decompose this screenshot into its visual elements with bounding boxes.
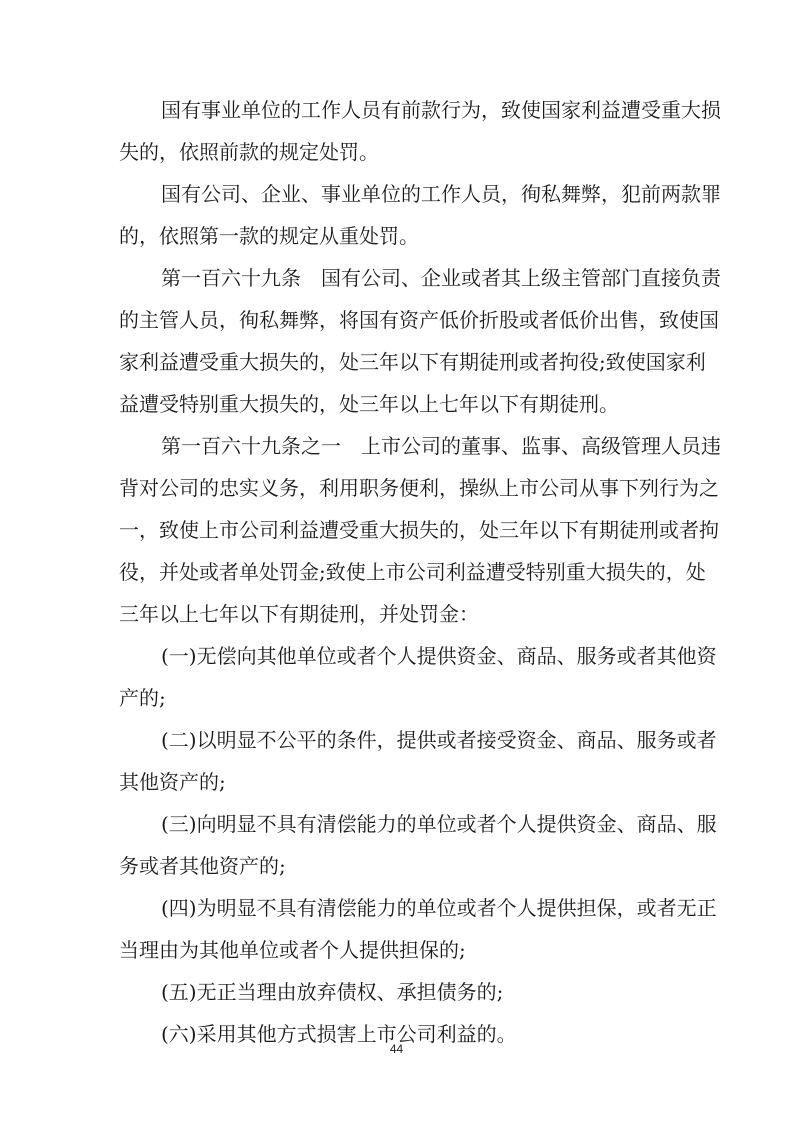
text-line: 失的，依照前款的规定处罚。 — [119, 140, 379, 164]
text-line: 第一百六十九条之一 上市公司的董事、监事、高级管理人员违 — [161, 434, 721, 458]
text-line: 国有事业单位的工作人员有前款行为，致使国家利益遭受重大损 — [161, 98, 721, 122]
text-line: (四)为明显不具有清偿能力的单位或者个人提供担保，或者无正 — [161, 896, 717, 920]
text-line: 其他资产的; — [119, 770, 226, 794]
text-line: (一)无偿向其他单位或者个人提供资金、商品、服务或者其他资 — [161, 644, 717, 668]
text-line: 国有公司、企业、事业单位的工作人员，徇私舞弊，犯前两款罪 — [161, 182, 721, 206]
text-line: (六)采用其他方式损害上市公司利益的。 — [161, 1022, 517, 1046]
text-line: 产的; — [119, 686, 166, 710]
text-line: (五)无正当理由放弃债权、承担债务的; — [161, 980, 504, 1004]
text-line: 役，并处或者单处罚金;致使上市公司利益遭受特别重大损失的，处 — [119, 560, 706, 584]
text-line: 第一百六十九条 国有公司、企业或者其上级主管部门直接负责 — [161, 266, 721, 290]
text-line: 三年以上七年以下有期徒刑，并处罚金： — [119, 602, 479, 626]
page-number: 44 — [389, 1042, 404, 1056]
text-line: (二)以明显不公平的条件，提供或者接受资金、商品、服务或者 — [161, 728, 717, 752]
text-line: 务或者其他资产的; — [119, 854, 286, 878]
text-line: 当理由为其他单位或者个人提供担保的; — [119, 938, 466, 962]
text-line: 的主管人员，徇私舞弊，将国有资产低价折股或者低价出售，致使国 — [119, 308, 719, 332]
text-line: 一，致使上市公司利益遭受重大损失的，处三年以下有期徒刑或者拘 — [119, 518, 719, 542]
text-line: 的，依照第一款的规定从重处罚。 — [119, 224, 419, 248]
text-line: 背对公司的忠实义务，利用职务便利，操纵上市公司从事下列行为之 — [119, 476, 719, 500]
text-line: 益遭受特别重大损失的，处三年以上七年以下有期徒刑。 — [119, 392, 619, 416]
text-line: (三)向明显不具有清偿能力的单位或者个人提供资金、商品、服 — [161, 812, 717, 836]
text-line: 家利益遭受重大损失的，处三年以下有期徒刑或者拘役;致使国家利 — [119, 350, 706, 374]
